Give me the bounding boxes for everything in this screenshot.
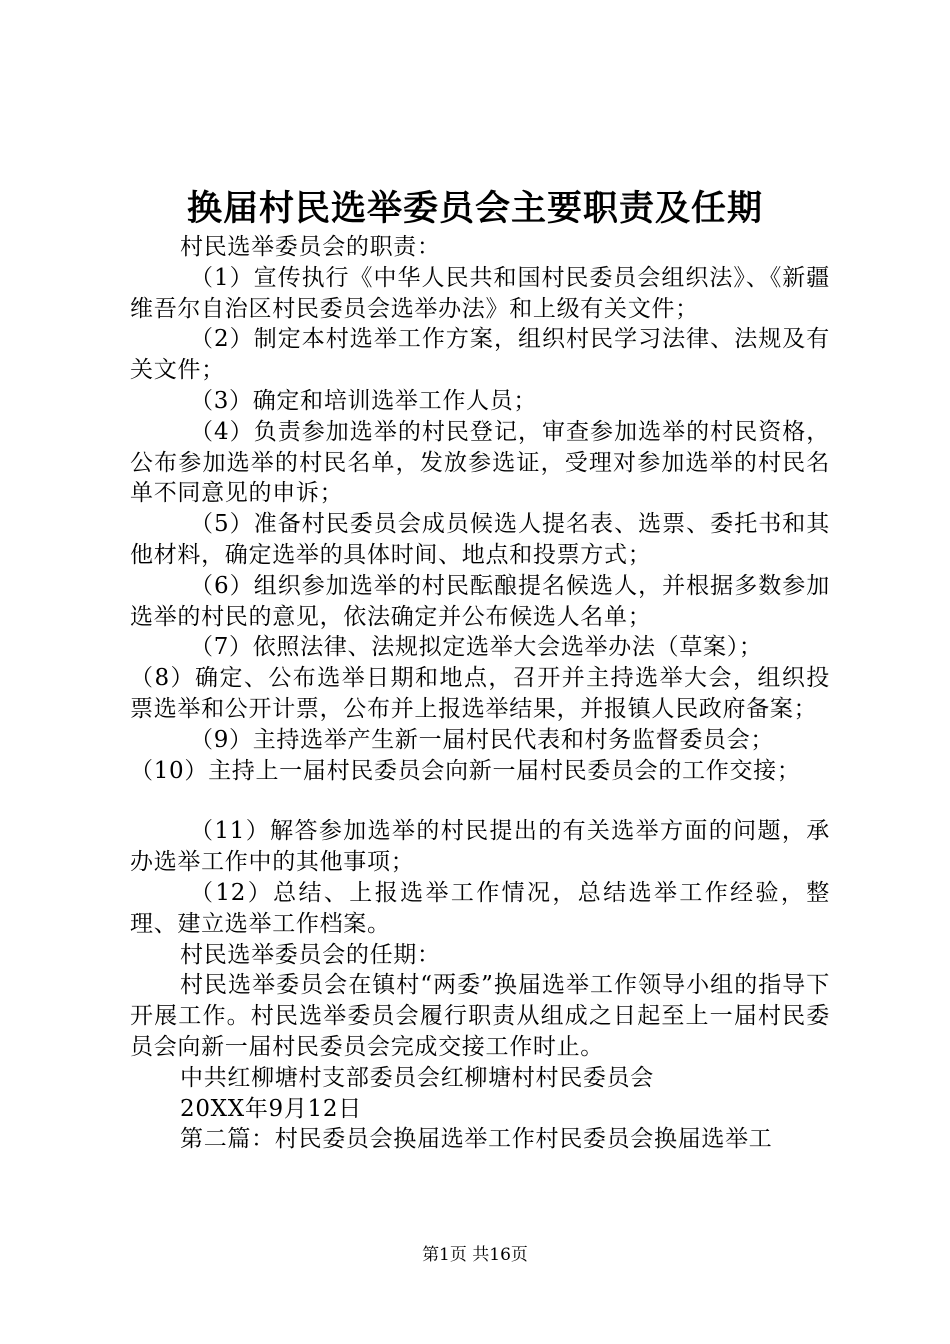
paragraph-duty-9: （9）主持选举产生新一届村民代表和村务监督委员会； [190,726,775,753]
paragraph-next-section: 第二篇：村民委员会换届选举工作村民委员会换届选举工 [180,1126,773,1153]
paragraph-term-body: 村民选举委员会在镇村“两委”换届选举工作领导小组的指导下开展工作。村民选举委员会履行职责从组成之日起至上一届村民委员会向新一届村民委员会完成交接工作时止。 [130,972,830,1060]
paragraph-duty-3: （3）确定和培训选举工作人员； [190,387,538,414]
paragraph-duty-10: （10）主持上一届村民委员会向新一届村民委员会的工作交接； [130,757,801,784]
paragraph-duty-2: （2）制定本村选举工作方案，组织村民学习法律、法规及有关文件； [130,326,830,384]
paragraph-duty-8: （8）确定、公布选举日期和地点，召开并主持选举大会，组织投票选举和公开计票，公布并上报选举结果，并报镇人民政府备案； [130,665,830,722]
blank-line [130,786,830,816]
paragraph-duties-heading: 村民选举委员会的职责： [180,234,441,260]
paragraph-duty-4: （4）负责参加选举的村民登记，审查参加选举的村民资格，公布参加选举的村民名单，发放参选证，受理对参加选举的村民名单不同意见的申诉； [130,418,830,507]
paragraph-duty-11: （11）解答参加选举的村民提出的有关选举方面的问题，承办选举工作中的其他事项； [130,818,830,876]
page-number-footer: 第1页 共16页 [422,1245,528,1265]
paragraph-duty-5: （5）准备村民委员会成员候选人提名表、选票、委托书和其他材料，确定选举的具体时间、地点和投票方式； [130,511,830,568]
paragraph-signatory: 中共红柳塘村支部委员会红柳塘村村民委员会 [180,1064,654,1091]
paragraph-duty-1: （1）宣传执行《中华人民共和国村民委员会组织法》、《新疆维吾尔自治区村民委员会选举办法》和上级有关文件； [130,264,830,322]
paragraph-duty-7: （7）依照法律、法规拟定选举大会选举办法（草案）； [190,634,763,661]
paragraph-duty-12: （12）总结、上报选举工作情况，总结选举工作经验，整理、建立选举工作档案。 [130,879,830,937]
document-body [130,232,830,1155]
paragraph-term-heading: 村民选举委员会的任期： [180,941,441,968]
document-title: 换届村民选举委员会主要职责及任期 [186,188,763,229]
paragraph-duty-6: （6）组织参加选举的村民酝酿提名候选人，并根据多数参加选举的村民的意见，依法确定并公布候选人名单； [130,572,830,630]
paragraph-date: 20XX年9月12日 [180,1095,362,1122]
